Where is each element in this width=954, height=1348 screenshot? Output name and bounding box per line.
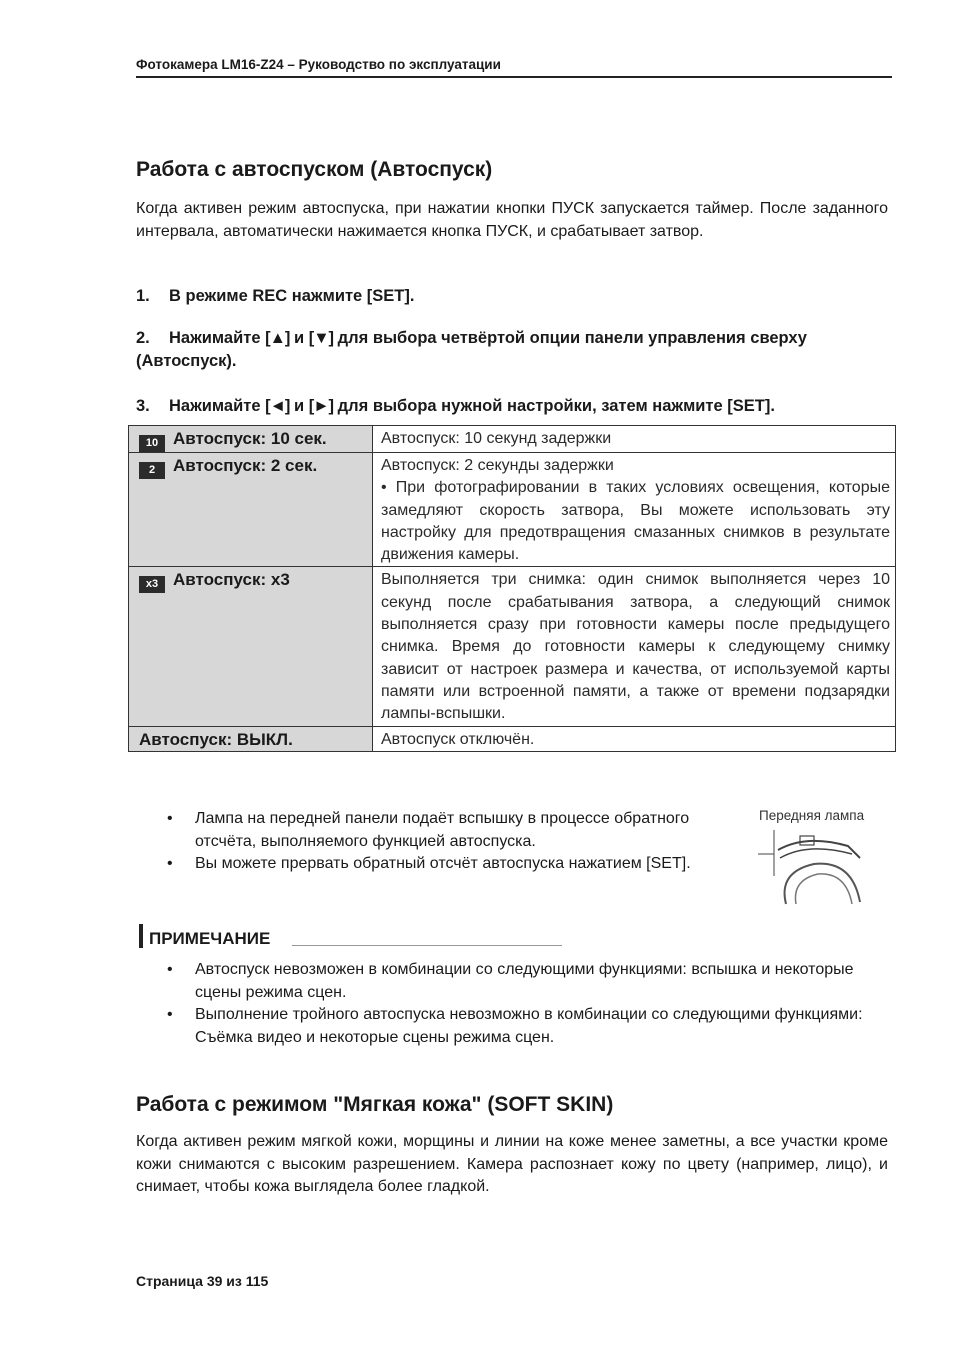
step-1: [136, 285, 892, 308]
option-description: Выполняется три снимка: один снимок выполняется через 10 секунд после срабатывания затвора, а следующий снимок выполняется сразу при готовности камеры после предыдущего снимка. Время до готовности камеры к следующему снимку зависит от настроек размера и качества, от используемой карты памяти или встроенной памяти, а также от времени подзарядки лампы-вспышки.: [373, 567, 896, 726]
timer-10s-icon: 10: [139, 435, 165, 452]
option-description: Автоспуск отключён.: [373, 726, 896, 751]
up-key-icon: [▲]: [265, 329, 290, 347]
note-divider: [292, 945, 562, 946]
option-description: Автоспуск: 10 секунд задержки: [373, 426, 896, 453]
page-number: Страница 39 из 115: [136, 1273, 269, 1289]
down-key-icon: [▼]: [308, 329, 334, 347]
list-item: • Автоспуск невозможен в комбинации со следующими функциями: вспышка и некоторые сцены режима сцен.: [136, 959, 884, 1004]
step-number: 3.: [136, 397, 150, 415]
note-heading: ПРИМЕЧАНИЕ: [139, 924, 270, 949]
option-label-cell: 10 Автоспуск: 10 сек.: [129, 426, 373, 453]
camera-front-lamp-illustration: [756, 828, 866, 906]
step-text: В режиме REC нажмите [SET].: [169, 287, 415, 305]
list-item: • Лампа на передней панели подаёт вспышку в процессе обратного отсчёта, выполняемого функцией автоспуска.: [136, 808, 736, 853]
table-row: [129, 726, 896, 751]
note-marker-bar: [139, 924, 143, 948]
table-row: [129, 453, 896, 567]
front-lamp-caption: Передняя лампа: [759, 808, 865, 823]
note-list: [136, 959, 884, 1049]
step-3: 3. Нажимайте [◄] и [►] для выбора нужной настройки, затем нажмите [SET].: [136, 395, 892, 418]
page-header: Фотокамера LM16-Z24 – Руководство по эксплуатации: [136, 57, 892, 78]
option-label-cell: Автоспуск: ВЫКЛ.: [129, 726, 373, 751]
right-key-icon: [►]: [308, 397, 334, 415]
table-row: [129, 567, 896, 726]
list-item: • Вы можете прервать обратный отсчёт автоспуска нажатием [SET].: [136, 853, 736, 876]
option-label-cell: 2 Автоспуск: 2 сек.: [129, 453, 373, 567]
lamp-bullets: [136, 808, 736, 876]
timer-2s-icon: 2: [139, 462, 165, 479]
list-item: • Выполнение тройного автоспуска невозможно в комбинации со следующими функциями: Съёмка видео и некоторые сцены режима сцен.: [136, 1004, 884, 1049]
section-title-self-timer: Работа с автоспуском (Автоспуск): [136, 158, 493, 181]
self-timer-options-table: [128, 425, 896, 752]
timer-x3-icon: x3: [139, 576, 165, 593]
table-row: [129, 426, 896, 453]
section-title-soft-skin: Работа с режимом "Мягкая кожа" (SOFT SKIN): [136, 1093, 614, 1116]
option-description: Автоспуск: 2 секунды задержки • При фотографировании в таких условиях освещения, которые замедляют скорость затвора, Вы можете использовать эту настройку для предотвращения смазанных снимков в результате движения камеры.: [373, 453, 896, 567]
option-label-cell: x3 Автоспуск: x3: [129, 567, 373, 726]
left-key-icon: [◄]: [265, 397, 290, 415]
self-timer-intro: Когда активен режим автоспуска, при нажатии кнопки ПУСК запускается таймер. После заданного интервала, автоматически нажимается кнопка ПУСК, и срабатывает затвор.: [136, 200, 888, 240]
step-2: 2. Нажимайте [▲] и [▼] для выбора четвёртой опции панели управления сверху (Автоспуск).: [136, 329, 807, 370]
step-number: 2.: [136, 329, 150, 347]
step-number: 1.: [136, 287, 150, 305]
soft-skin-body: Когда активен режим мягкой кожи, морщины и линии на коже менее заметны, а все участки кроме кожи снимаются с высоким разрешением. Камера распознает кожу по цвету (например, лицо), и снимает, чтобы кожа выглядела более гладкой.: [136, 1133, 888, 1195]
